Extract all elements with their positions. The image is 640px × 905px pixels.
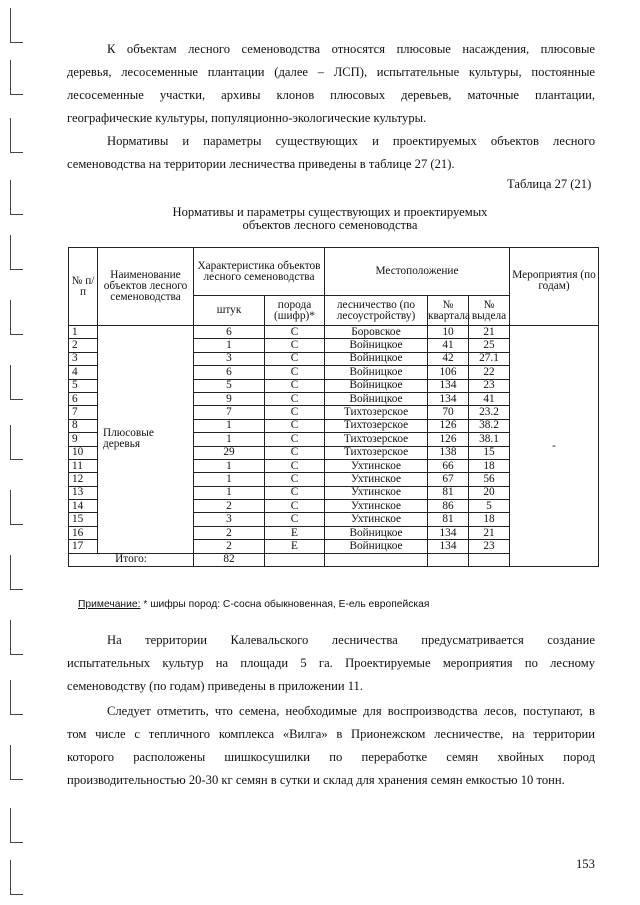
cell-quarter: 134: [428, 540, 469, 553]
paragraph-line: которого расположены шишкосушилки по переработке семян хвойных пород: [67, 750, 595, 764]
cell-breed: С: [265, 379, 325, 392]
cell-breed: Е: [265, 540, 325, 553]
cell-object-name: Плюсовые деревья: [98, 326, 194, 554]
cell-plot: 23: [469, 540, 510, 553]
cell-quarter: 42: [428, 352, 469, 365]
header-num: № п/п: [69, 248, 98, 326]
cell-count: 5: [194, 379, 265, 392]
cell-num: 7: [69, 406, 98, 419]
cell-breed: С: [265, 486, 325, 499]
cell-quarter: 41: [428, 339, 469, 352]
cell-plot: 23: [469, 379, 510, 392]
cell-forestry: Ухтинское: [325, 473, 428, 486]
cell-plot: 25: [469, 339, 510, 352]
cell-count: 2: [194, 500, 265, 513]
table-label: Таблица 27 (21): [507, 177, 592, 191]
cell-num: 1: [69, 326, 98, 339]
cell-breed: С: [265, 513, 325, 526]
cell-num: 5: [69, 379, 98, 392]
cell-plot: 38.1: [469, 433, 510, 446]
header-events: Мероприятия (по годам): [510, 248, 599, 326]
cell-forestry: Войницкое: [325, 379, 428, 392]
cell-forestry: Тихтозерское: [325, 433, 428, 446]
table-title-line1: Нормативы и параметры существующих и проектируемых: [172, 205, 488, 219]
cell-breed: С: [265, 366, 325, 379]
cell-plot: 27.1: [469, 352, 510, 365]
cell-forestry: Тихтозерское: [325, 406, 428, 419]
paragraph-line: деревья, лесосеменные плантации (далее – ЛСП), испытательные культуры, постоянные: [67, 65, 595, 79]
paragraph-line: семеноводства на территории лесничества приведены в таблице 27 (21).: [67, 157, 455, 171]
cell-quarter: 106: [428, 366, 469, 379]
cell-forestry: Войницкое: [325, 540, 428, 553]
paragraph-line: том числе с тепличного комплекса «Вилга» в Прионежском лесничестве, на территории: [67, 727, 595, 741]
cell-breed: С: [265, 500, 325, 513]
cell-breed: С: [265, 326, 325, 339]
cell-quarter: 126: [428, 419, 469, 432]
cell-count: 3: [194, 352, 265, 365]
paragraph-line: Следует отметить, что семена, необходимые для воспроизводства лесов, поступают, в: [107, 704, 595, 718]
paragraph-line: географические культуры, популяционно-экологические культуры.: [67, 111, 427, 125]
table-title-line2: объектов лесного семеноводства: [242, 218, 418, 232]
cell-num: 15: [69, 513, 98, 526]
cell-num: 12: [69, 473, 98, 486]
cell-count: 1: [194, 473, 265, 486]
cell-count: 1: [194, 486, 265, 499]
paragraph-line: Нормативы и параметры существующих и проектируемых объектов лесного: [107, 134, 595, 148]
cell-plot: 56: [469, 473, 510, 486]
total-value: 82: [194, 553, 265, 566]
cell-num: 4: [69, 366, 98, 379]
paragraph-norms-intro: [67, 130, 595, 176]
total-empty-cell: [428, 553, 469, 566]
cell-events: -: [510, 326, 599, 567]
header-characteristic: Характеристика объектов лесного семеноводства: [194, 248, 325, 296]
cell-breed: С: [265, 352, 325, 365]
cell-count: 29: [194, 446, 265, 459]
cell-breed: С: [265, 406, 325, 419]
cell-plot: 18: [469, 513, 510, 526]
cell-quarter: 86: [428, 500, 469, 513]
cell-forestry: Ухтинское: [325, 459, 428, 472]
cell-count: 1: [194, 339, 265, 352]
cell-quarter: 66: [428, 459, 469, 472]
cell-breed: С: [265, 459, 325, 472]
header-quarter: № квартала: [428, 296, 469, 326]
cell-breed: С: [265, 473, 325, 486]
cell-plot: 5: [469, 500, 510, 513]
cell-plot: 38.2: [469, 419, 510, 432]
table-note: [78, 599, 429, 610]
cell-quarter: 70: [428, 406, 469, 419]
cell-breed: Е: [265, 526, 325, 539]
cell-num: 9: [69, 433, 98, 446]
header-name: Наименование объектов лесного семеноводства: [98, 248, 194, 326]
cell-forestry: Войницкое: [325, 339, 428, 352]
cell-plot: 20: [469, 486, 510, 499]
cell-num: 11: [69, 459, 98, 472]
note-label: Примечание:: [78, 599, 141, 610]
cell-num: 13: [69, 486, 98, 499]
cell-count: 2: [194, 540, 265, 553]
cell-count: 1: [194, 459, 265, 472]
cell-plot: 23.2: [469, 406, 510, 419]
page-number: 153: [576, 857, 595, 871]
cell-quarter: 138: [428, 446, 469, 459]
seed-objects-table: [68, 247, 599, 567]
cell-num: 10: [69, 446, 98, 459]
paragraph-seed-supply: [67, 700, 595, 792]
cell-num: 6: [69, 392, 98, 405]
header-count: штук: [194, 296, 265, 326]
cell-forestry: Войницкое: [325, 392, 428, 405]
paragraph-seed-objects: [67, 38, 595, 130]
cell-forestry: Ухтинское: [325, 500, 428, 513]
cell-quarter: 126: [428, 433, 469, 446]
cell-quarter: 81: [428, 486, 469, 499]
note-text: * шифры пород: С-сосна обыкновенная, Е-ель европейская: [140, 599, 430, 610]
cell-forestry: Ухтинское: [325, 486, 428, 499]
cell-breed: С: [265, 419, 325, 432]
cell-num: 2: [69, 339, 98, 352]
header-location: Местоположение: [325, 248, 510, 296]
cell-count: 2: [194, 526, 265, 539]
cell-plot: 21: [469, 326, 510, 339]
cell-breed: С: [265, 392, 325, 405]
cell-forestry: Войницкое: [325, 352, 428, 365]
header-plot: № выдела: [469, 296, 510, 326]
cell-plot: 21: [469, 526, 510, 539]
total-empty-cell: [265, 553, 325, 566]
cell-breed: С: [265, 446, 325, 459]
cell-forestry: Тихтозерское: [325, 446, 428, 459]
cell-num: 14: [69, 500, 98, 513]
cell-forestry: Войницкое: [325, 366, 428, 379]
cell-num: 3: [69, 352, 98, 365]
cell-quarter: 134: [428, 526, 469, 539]
paragraph-line: производительностью 20-30 кг семян в сутки и склад для хранения семян емкостью 10 тонн.: [67, 773, 565, 787]
paragraph-line: На территории Калевальского лесничества предусматривается создание: [107, 633, 595, 647]
paragraph-line: испытательных культур на площади 5 га. Проектируемые мероприятия по лесному: [67, 656, 595, 670]
binding-marks: [8, 0, 30, 905]
cell-quarter: 67: [428, 473, 469, 486]
total-label: Итого:: [69, 553, 194, 566]
paragraph-test-cultures: [67, 629, 595, 698]
cell-forestry: Боровское: [325, 326, 428, 339]
cell-num: 16: [69, 526, 98, 539]
cell-forestry: Ухтинское: [325, 513, 428, 526]
cell-count: 7: [194, 406, 265, 419]
cell-forestry: Войницкое: [325, 526, 428, 539]
cell-quarter: 134: [428, 379, 469, 392]
cell-count: 6: [194, 366, 265, 379]
cell-quarter: 134: [428, 392, 469, 405]
cell-plot: 15: [469, 446, 510, 459]
table-row: [69, 326, 599, 339]
total-empty-cell: [469, 553, 510, 566]
cell-breed: С: [265, 339, 325, 352]
cell-count: 6: [194, 326, 265, 339]
cell-num: 8: [69, 419, 98, 432]
cell-num: 17: [69, 540, 98, 553]
cell-count: 9: [194, 392, 265, 405]
header-forestry: лесничество (по лесоустройству): [325, 296, 428, 326]
paragraph-line: семеноводству (по годам) приведены в приложении 11.: [67, 679, 363, 693]
cell-plot: 22: [469, 366, 510, 379]
cell-plot: 18: [469, 459, 510, 472]
cell-breed: С: [265, 433, 325, 446]
paragraph-line: лесосеменные участки, архивы клонов плюсовых деревьев, маточные плантации,: [67, 88, 595, 102]
header-breed: порода (шифр)*: [265, 296, 325, 326]
cell-forestry: Тихтозерское: [325, 419, 428, 432]
cell-count: 1: [194, 419, 265, 432]
cell-count: 3: [194, 513, 265, 526]
cell-count: 1: [194, 433, 265, 446]
paragraph-line: К объектам лесного семеноводства относятся плюсовые насаждения, плюсовые: [107, 42, 595, 56]
total-empty-cell: [325, 553, 428, 566]
cell-quarter: 10: [428, 326, 469, 339]
cell-plot: 41: [469, 392, 510, 405]
cell-quarter: 81: [428, 513, 469, 526]
